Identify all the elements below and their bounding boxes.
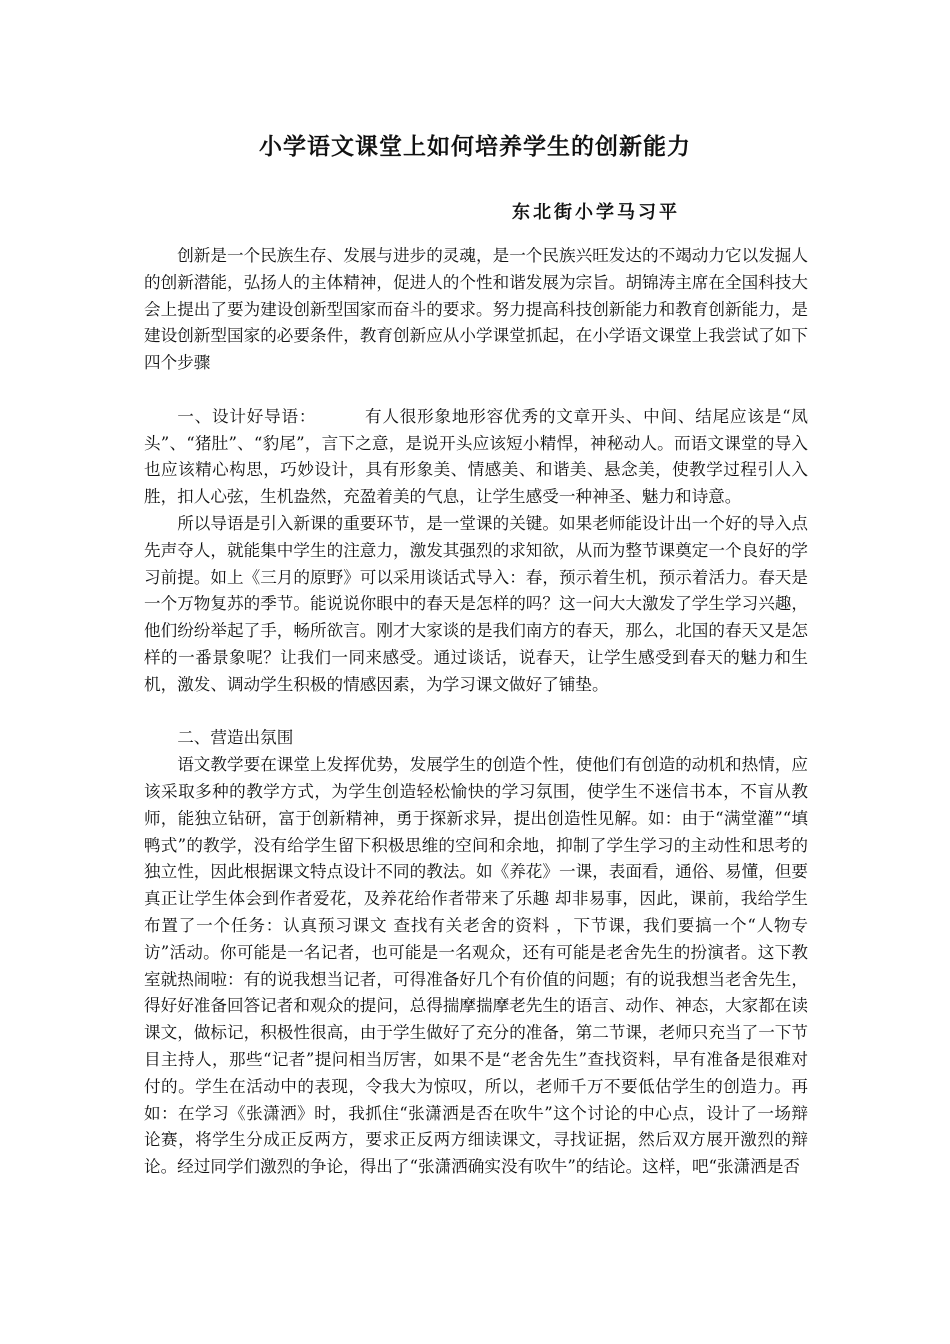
section-1-text: 有人很形象地形容优秀的文章开头、中间、结尾应该是“凤头”、“猪肚”、“豹尾”，言下之意，是说开头应该短小精悍，神秘动人。而语文课堂的导入也应该精心构思，巧妙设计，具有形象美、情感美、和谐美、悬念美，使教学过程引人入胜，扣人心弦，生机盎然，充盈着美的气息，让学生感受一种神圣、魅力和诗意。 <box>144 406 809 507</box>
section-2-paragraph: 语文教学要在课堂上发挥优势，发展学生的创造个性，使他们有创造的动机和热情，应该采取多种的教学方式，为学生创造轻松愉快的学习氛围，使学生不迷信书本，不盲从教师，能独立钻研，富于创新精神，勇于探新求异，提出创造性见解。如：由于“满堂灌”“填鸭式”的教学，没有给学生留下积极思维的空间和余地，抑制了学生学习的主动性和思考的独立性，因此根据课文特点设计不同的教法。如《养花》一课，表面看，通俗、易懂，但要真正让学生体会到作者爱花，及养花给作者带来了乐趣 却非易事，因此，课前，我给学生布置了一个任务：认真预习课文 查找有关老舍的资料 ，下节课，我们要搞一个“人物专访”活动。你可能是一名记者，也可能是一名观众，还有可能是老舍先生的扮演者。这下教室就热闹啦：有的说我想当记者，可得准备好几个有价值的问题；有的说我想当老舍先生，得好好准备回答记者和观众的提问，总得揣摩揣摩老先生的语言、动作、神态，大家都在读课文，做标记，积极性很高，由于学生做好了充分的准备，第二节课，老师只充当了一下节目主持人，那些“记者”提问相当厉害，如果不是“老舍先生”查找资料，早有准备是很难对付的。学生在活动中的表现，令我大为惊叹，所以，老师千万不要低估学生的创造力。再如：在学习《张潇洒》时，我抓住“张潇洒是否在吹牛”这个讨论的中心点，设计了一场辩论赛，将学生分成正反两方，要求正反两方细读课文，寻找证据，然后双方展开激烈的辩论。经过同学们激烈的争论，得出了“张潇洒确实没有吹牛”的结论。这样，吧“张潇洒是否 <box>144 755 808 1177</box>
document-title: 小学语文课堂上如何培养学生的创新能力 <box>259 133 691 160</box>
body-text <box>144 243 808 1181</box>
section-1-paragraph <box>144 404 808 511</box>
author-line: 东北街小学马习平 <box>512 202 680 223</box>
section-2-heading: 二、营造出氛围 <box>177 728 294 748</box>
section-1-paragraph-2: 所以导语是引入新课的重要环节，是一堂课的关键。如果老师能设计出一个好的导入点先声夺人，就能集中学生的注意力，激发其强烈的求知欲，从而为整节课奠定一个良好的学习前提。如上《三月的原野》可以采用谈话式导入：春，预示着生机，预示着活力。春天是一个万物复苏的季节。能说说你眼中的春天是怎样的吗？这一问大大激发了学生学习兴趣，他们纷纷举起了手，畅所欲言。刚才大家谈的是我们南方的春天，那么，北国的春天又是怎样的一番景象呢？让我们一同来感受。通过谈话，说春天，让学生感受到春天的魅力和生机，激发、调动学生积极的情感因素，为学习课文做好了铺垫。 <box>144 513 808 694</box>
section-1-heading: 一、设计好导语： <box>177 406 317 426</box>
intro-paragraph: 创新是一个民族生存、发展与进步的灵魂，是一个民族兴旺发达的不竭动力它以发掘人的创新潜能，弘扬人的主体精神，促进人的个性和谐发展为宗旨。胡锦涛主席在全国科技大会上提出了要为建设创新型国家而奋斗的要求。努力提高科技创新能力和教育创新能力，是建设创新型国家的必要条件，教育创新应从小学课堂抓起，在小学语文课堂上我尝试了如下四个步骤 <box>144 246 808 373</box>
